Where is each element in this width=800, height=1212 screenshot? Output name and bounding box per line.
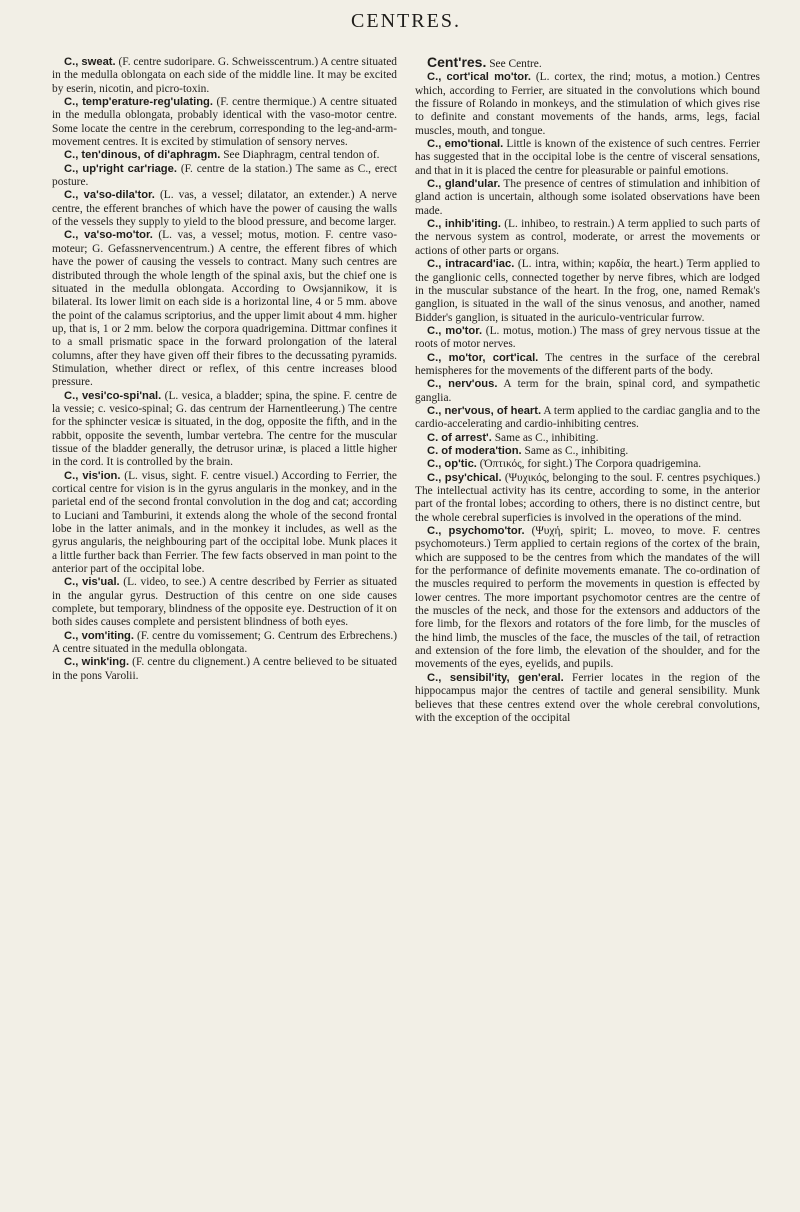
entry-definition: (F. centre du vomissement; G. Centrum des Erbrechens.) A centre situated in the medulla oblongata. — [52, 629, 397, 656]
entry-definition: Same as C., inhibiting. — [521, 444, 629, 457]
dictionary-entry — [52, 96, 397, 149]
dictionary-entry — [52, 189, 397, 229]
entry-headword: C., vesi'co-spi'nal. — [64, 389, 162, 402]
entry-headword: C., ten'dinous, of di'aphragm. — [64, 149, 221, 162]
entry-headword: C., sensibil'ity, gen'eral. — [427, 671, 564, 684]
dictionary-entry — [415, 472, 760, 525]
entry-definition: (Ὀπτικός, for sight.) The Corpora quadrigemina. — [476, 458, 702, 471]
dictionary-entry — [52, 576, 397, 629]
entry-definition: (L. vas, a vessel; dilatator, an extender.) A nerve centre, the efferent branches of which have the power of causing the walls of the vessels they supply to yield to the blood pressure, and become larger. — [52, 189, 397, 229]
entry-definition: (L. motus, motion.) The mass of grey nervous tissue at the roots of motor nerves. — [415, 324, 760, 351]
entry-definition: (L. cortex, the rind; motus, a motion.) Centres which, according to Ferrier, are situated in the convolutions which bound the fissure of Rolando in monkeys, and the stimulation of which gives rise to definite and constant movements of the hands, arms, legs, facial muscles, mouth, and tongue. — [415, 71, 760, 137]
dictionary-entry — [52, 630, 397, 657]
entry-definition: (L. video, to see.) A centre described by Ferrier as situated in the angular gyrus. Destruction of this centre on one side causes complete, but temporary, blindness of the opposite eye. Destruction of it on both sides causes complete and persistent blindness of both eyes. — [52, 576, 398, 629]
dictionary-entry — [52, 149, 397, 162]
entry-definition: (L. vesica, a bladder; spina, the spine. F. centre de la vessie; c. vesico-spinal; G. das centrum der Harnentleerung.) The centre for the sphincter vesicæ is situated, in the dog, opposite the fifth, and in the rabbit, opposite the seventh, lumbar vertebra. The centre for the muscular tissue of the bladder generally, the detrusor urinæ, is placed a little higher in the cord. It is controlled by the brain. — [52, 389, 397, 469]
entry-definition: See Centre. — [486, 58, 542, 70]
entry-headword: C., op'tic. — [427, 458, 477, 471]
page-header: CENTRES. — [351, 10, 461, 32]
entry-headword: C., cort'ical mo'tor. — [427, 71, 531, 84]
dictionary-entry — [52, 229, 397, 389]
entry-definition: (F. centre sudoripare. G. Schweisscentrum.) A centre situated in the medulla oblongata on each side of the middle line. It may be excited by eserin, nicotin, and picro-toxin. — [52, 56, 397, 95]
entry-definition: The presence of centres of stimulation and inhibition of gland action is uncertain, although some isolated observations have been made. — [415, 178, 760, 217]
entry-headword: C., emo'tional. — [427, 138, 504, 151]
dictionary-entry — [415, 432, 760, 445]
entry-definition: A term applied to the cardiac ganglia and to the cardio-accelerating and cardio-inhibiting centres. — [415, 404, 760, 431]
dictionary-entry — [415, 258, 760, 325]
entry-headword: C., vis'ion. — [64, 469, 121, 482]
entry-definition: See Diaphragm, central tendon of. — [220, 149, 380, 162]
dictionary-entry — [415, 218, 760, 258]
entry-definition: Ferrier locates in the region of the hippocampus major the centres of tactile and general sensibility. Munk believes that these centres extend over the whole cerebral convolutions, with the exception of the occipital — [415, 671, 760, 724]
entry-definition: (L. vas, a vessel; motus, motion. F. centre vaso-moteur; G. Gefassnervencentrum.) A centre, the efferent fibres of which have the power of causing the vessels to contract. Many such centres are distributed through the whole length of the spinal axis, but the chief one is situated in the medulla oblongata. According to Owsjannikow, it is bilateral. Its lower limit on each side is a horizontal line, 4 or 5 mm. above the point of the calamus scriptorius, and the upper limit about 4 mm. higher up, that is, 1 or 2 mm. below the corpora quadrigemina. Dittmar confines it to a small prismatic space in the forward prolongation of the lateral columns, after they have given off their fibres to the decussating pyramids. Stimulation, whether direct or reflex, of this centre increases blood pressure. — [52, 229, 397, 389]
entry-headword: C., psychomo'tor. — [427, 525, 525, 538]
entry-definition: The centres in the surface of the cerebral hemispheres for the movements of the different parts of the body. — [415, 351, 760, 377]
right-column — [415, 56, 760, 725]
entry-definition: (F. centre de la station.) The same as C., erect posture. — [52, 162, 397, 189]
two-column-body — [52, 56, 760, 725]
dictionary-entry — [415, 138, 760, 178]
dictionary-entry — [415, 56, 760, 71]
dictionary-entry — [415, 325, 760, 352]
entry-headword: C., va'so-mo'tor. — [64, 229, 153, 242]
dictionary-entry — [415, 405, 760, 432]
entry-headword: C., sweat. — [64, 56, 116, 68]
entry-headword: C., psy'chical. — [427, 471, 502, 484]
entry-headword: Cent'res. — [427, 54, 487, 70]
dictionary-entry — [52, 470, 397, 577]
dictionary-entry — [415, 672, 760, 725]
entry-headword: C., inhib'iting. — [427, 218, 501, 231]
dictionary-entry — [415, 378, 760, 405]
entry-headword: C., intracard'iac. — [427, 258, 515, 271]
entry-headword: C., up'right car'riage. — [64, 162, 177, 175]
entry-definition: Same as C., inhibiting. — [491, 431, 599, 444]
entry-definition: (Ψυχικός, belonging to the soul. F. centres psychiques.) The intellectual activity has its centre, according to some, in the anterior part of the frontal lobes; according to others, there is no distinct centre, but the whole cerebral superficies is involved in the operations of the mind. — [415, 471, 761, 524]
entry-headword: C., mo'tor. — [427, 324, 483, 337]
entry-definition: Little is known of the existence of such centres. Ferrier has suggested that in the occipital lobe is the centre of visceral sensations, and that in it is placed the centre for pleasurable or painful emotions. — [415, 138, 760, 177]
entry-headword: C., temp'erature-reg'ulating. — [64, 96, 213, 109]
dictionary-entry — [52, 656, 397, 683]
entry-headword: C., va'so-dila'tor. — [64, 189, 155, 202]
entry-headword: C. of arrest'. — [427, 431, 492, 444]
entry-headword: C., ner'vous, of heart. — [427, 404, 542, 417]
entry-definition: (L. intra, within; καρδία, the heart.) Term applied to the ganglionic cells, connected together by nerve fibres, which are lodged in the muscular substance of the heart. In the frog, one, named Remak's ganglion, is situated in the wall of the sinus venosus, and another, named Bidder's ganglion, is situated in the auriculo-ventricular furrow. — [415, 258, 760, 324]
dictionary-entry — [52, 163, 397, 190]
dictionary-entry — [415, 178, 760, 218]
dictionary-entry — [52, 390, 397, 470]
entry-headword: C., vis'ual. — [64, 576, 120, 589]
dictionary-entry — [415, 525, 760, 672]
entry-headword: C., nerv'ous. — [427, 378, 498, 391]
entry-headword: C., vom'iting. — [64, 629, 134, 642]
entry-definition: (Ψυχή, spirit; L. moveo, to move. F. centres psychomoteurs.) Term applied to certain regions of the cortex of the brain, which are supposed to be the centres from which the mandates of the will for the performance of definite movements emanate. The co-ordination of the muscles required to perform the movements in question is effected by lower centres. The more important psychomotor centres are the centre of the muscles of the neck, and those for the extensors and adductors of the fore limb, for the flexors and rotators of the fore limb, for the muscles of the hind limb, the muscles of the face, the muscles of the tail, of retraction and extension of the fore limb, the elevation of the shoulder, and for the movements of the eyes, eyelids, and pupils. — [415, 525, 761, 671]
entry-definition: (F. centre du clignement.) A centre believed to be situated in the pons Varolii. — [52, 656, 397, 682]
entry-definition: (F. centre thermique.) A centre situated in the medulla oblongata, probably identical with the vaso-motor centre. Some locate the centre in the cerebrum, corresponding to the leg-and-arm-movement centres. It is excited by stimulation of sensory nerves. — [52, 96, 397, 149]
entry-definition: (L. inhibeo, to restrain.) A term applied to such parts of the nervous system as control, moderate, or arrest the movements or actions of other parts or organs. — [415, 218, 760, 257]
dictionary-entry — [415, 445, 760, 458]
entry-definition: (L. visus, sight. F. centre visuel.) According to Ferrier, the cortical centre for vision is in the gyrus angularis in the monkey, and in the parietal end of the second frontal convolution in the dog and cat; according to Luciani and Tamburini, it extends along the whole of the second frontal lobe in the latter animals, and in the monkey it includes, as well as the gyrus angularis, the neighbouring part of the occipital lobe. Munk places it a little further back than Ferrier. The few facts observed in man point to the anterior part of the occipital lobe. — [52, 469, 397, 576]
entry-definition: A term for the brain, spinal cord, and sympathetic ganglia. — [415, 378, 760, 404]
dictionary-entry — [415, 352, 760, 379]
dictionary-entry — [415, 458, 760, 471]
entry-headword: C., mo'tor, cort'ical. — [427, 351, 539, 364]
entry-headword: C., wink'ing. — [64, 656, 130, 669]
entry-headword: C. of modera'tion. — [427, 444, 522, 457]
entry-headword: C., gland'ular. — [427, 178, 501, 191]
dictionary-entry — [415, 71, 760, 138]
left-column — [52, 56, 397, 725]
dictionary-entry — [52, 56, 397, 96]
